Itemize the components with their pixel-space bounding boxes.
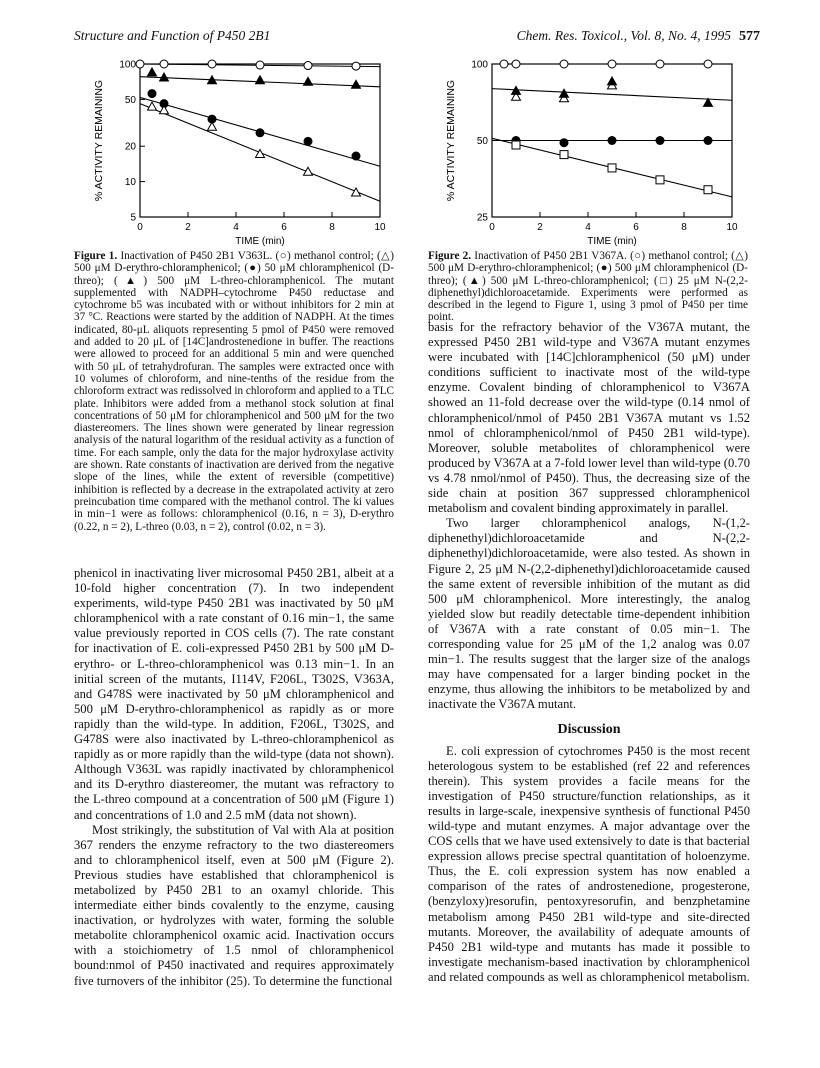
journal-name: Chem. Res. Toxicol., Vol. 8, No. 4, 1995 [516, 28, 731, 43]
data-point [608, 60, 616, 68]
data-point [256, 76, 265, 84]
data-point [512, 60, 520, 68]
data-point [608, 137, 616, 145]
figure-1-caption-text: Inactivation of P450 2B1 V363L. (○) methanol control; (△) 500 μM D-erythro-chloramphenicol; (●) 50 μM chloramphenicol (D-threo); (▲) 500 μM L-threo-chloramphenicol. The mutant supplemented with NADPH–cytochrome P450 reductase and cytochrome b5 was incubated with or without inhibitors for 2 min at 37 °C. Reactions were started by the addition of NADPH. At the times indicated, 80-μL aliquots representing 5 pmol of P450 were removed and added to 20 μL of [14C]androstenedione in buffer. The reactions were allowed to proceed for an additional 5 min and were quenched with 50 μL of tetrahydrofuran. The samples were extracted once with 10 volumes of chloroform, and nine-tenths of the residue from the chloroform extract was redissolved in chloroform and applied to a TLC plate. Inhibitors were added from a methanol stock solution at final concentrations of 50 μM for chloramphenicol and 500 μM for the two diastereomers. The lines shown were generated by linear regression analysis of the natural logarithm of the residual activity as a function of time. For each sample, only the data for the major hydroxylase activity are shown. Rate constants of inactivation are derived from the negative slope of the lines, while the extent of reversible (competitive) inhibition is reflected by a decrease in the extrapolated activity at zero preincubation time compared with the methanol control. The ki values in min−1 were as follows: chloramphenicol (0.16, n = 3), D-erythro (0.22, n = 2), L-threo (0.03, n = 2), control (0.02, n = 3). [74, 250, 394, 533]
right-column-text [428, 320, 750, 985]
data-point [608, 77, 617, 85]
data-point [560, 60, 568, 68]
x-axis-label: TIME (min) [587, 236, 637, 247]
data-point [560, 139, 568, 147]
x-tick-label: 10 [374, 222, 386, 233]
x-tick-label: 8 [329, 222, 335, 233]
data-point [704, 137, 712, 145]
data-point [560, 151, 568, 159]
paragraph: phenicol in inactivating liver microsomal P450 2B1, albeit at a 10-fold higher concentration (7). In two independent experiments, wild-type P450 2B1 was inactivated by 50 μM chloramphenicol with a rate constant of 0.16 min−1, the same value previously reported in COS cells (7). The rate constant for inactivation of E. coli-expressed P450 2B1 by 500 μM D-erythro- or L-threo-chloramphenicol was 0.13 min−1. In an initial screen of the mutants, I114V, F206L, T302S, V363A, and G478S were inactivated by 50 μM chloramphenicol and 500 μM D-erythro-chloramphenicol as rapidly as or more rapidly than the wild-type. In addition, F206L, T302S, and G478S were also inactivated by L-threo-chloramphenicol as rapidly as or more rapidly than the wild-type (data not shown). Although V363L was rapidly inactivated by chloramphenicol and its D-erythro diastereomer, the mutant was refractory to the L-threo compound at a concentration of 500 μM (Figure 1) and concentrations of 1.0 and 2.5 mM (data not shown). [74, 566, 394, 822]
page-number: 577 [739, 29, 760, 44]
figure-2-caption-text: Inactivation of P450 2B1 V367A. (○) methanol control; (△) 500 μM D-erythro-chloramphenicol; (●) 500 μM chloramphenicol (D-threo); (▲) 500 μM L-threo-chloramphenicol; (□) 25 μM N-(2,2-diphenethyl)dichloroacetamide. Experiments were performed as described in the legend to Figure 1, using 3 pmol of P450 per time point. [428, 250, 748, 324]
figure-1-caption [74, 250, 394, 533]
x-tick-label: 2 [185, 222, 191, 233]
data-point [304, 77, 313, 85]
y-tick-label: 100 [119, 59, 136, 71]
data-point [704, 60, 712, 68]
data-point [352, 152, 360, 160]
x-tick-label: 6 [633, 222, 639, 233]
figure-2-label: Figure 2. [428, 250, 472, 262]
paragraph: basis for the refractory behavior of the V367A mutant, the expressed P450 2B1 wild-type and V367A mutant enzymes were incubated with [14C]chloramphenicol (50 μM) under conditions sufficient to inactivate most of the wild-type enzyme. Covalent binding of chloramphenicol to V367A showed an 11-fold decrease over the wild-type (0.14 nmol of chloramphenicol/nmol of P450 2B1 V367A mutant vs 1.52 nmol of chloramphenicol/nmol of P450 2B1 wild-type). Moreover, soluble metabolites of chloramphenicol were produced by V367A at a 7-fold lower level than wild-type (0.70 vs 4.78 nmol/nmol of P450). Thus, the decreasing size of the side chain at position 367 suppressed chloramphenicol metabolism and covalent binding approximately in parallel. [428, 320, 750, 516]
data-point [352, 188, 361, 196]
x-tick-label: 8 [681, 222, 687, 233]
y-tick-label: 50 [476, 136, 488, 147]
y-axis-label: % ACTIVITY REMAINING [445, 79, 457, 202]
paragraph: Most strikingly, the substitution of Val with Ala at position 367 renders the enzyme refractory to the two diastereomers and to chloramphenicol itself, even at 500 μM (Figure 2). Previous studies have established that chloramphenicol is metabolized by P450 2B1 to an oxamyl chloride. This intermediate either binds covalently to the enzyme, causing inactivation, or hydrolyzes with water, forming the soluble metabolite chloramphenicol oxamic acid. Inactivation occurs with a stoichiometry of 1.5 nmol of chloramphenicol bound:nmol of P450 inactivated and requires approximately five turnovers of the inhibitor (25). To determine the functional [74, 822, 394, 988]
y-tick-label: 25 [476, 212, 488, 224]
regression-line [492, 89, 732, 101]
data-point [656, 176, 664, 184]
data-point [256, 129, 264, 137]
data-point [352, 62, 360, 70]
data-point [160, 106, 169, 114]
data-point [352, 80, 361, 88]
data-point [208, 60, 216, 68]
plot-frame [140, 64, 380, 217]
x-axis-label: TIME (min) [235, 236, 285, 247]
data-point [136, 60, 144, 68]
y-axis-label: % ACTIVITY REMAINING [93, 79, 105, 202]
data-point [160, 60, 168, 68]
figure-2-chart [432, 52, 752, 247]
data-point [656, 60, 664, 68]
data-point [704, 186, 712, 194]
running-title: Structure and Function of P450 2B1 [74, 28, 271, 43]
data-point [208, 122, 217, 130]
data-point [500, 60, 508, 68]
data-point [304, 137, 312, 145]
data-point [160, 73, 169, 81]
data-point [608, 164, 616, 172]
data-point [148, 68, 157, 76]
figure-2-caption [428, 250, 748, 324]
y-tick-label: 20 [124, 141, 136, 153]
discussion-heading: Discussion [557, 722, 621, 738]
data-point [304, 62, 312, 70]
paragraph: Two larger chloramphenicol analogs, N-(1,2-diphenethyl)dichloroacetamide and N-(2,2-diphenethyl)dichloroacetamide, were also tested. As shown in Figure 2, 25 μM N-(2,2-diphenethyl)dichloroacetamide caused the same extent of reversible inhibition of the mutant as did 500 μM chloramphenicol. More interestingly, the analog yielded slow but readily detectable time-dependent inhibition of V367A with a rate constant of 0.05 min−1. The corresponding value for 25 μM of the 1,2 analog was 0.07 min−1. The results suggest that the larger size of the analogs may have compensated for a larger binding pocket in the enzyme, thus allowing the inhibitors to be metabolized by and inactivate the V367A mutant. [428, 516, 750, 712]
journal-citation [517, 28, 760, 45]
y-tick-label: 100 [471, 59, 488, 71]
y-tick-label: 10 [124, 177, 136, 189]
x-tick-label: 0 [489, 222, 495, 233]
x-tick-label: 4 [233, 222, 239, 233]
data-point [560, 89, 569, 97]
data-point [148, 90, 156, 98]
figure-1-label: Figure 1. [74, 250, 118, 262]
figure-1-chart [80, 52, 400, 247]
data-point [656, 137, 664, 145]
x-tick-label: 6 [281, 222, 287, 233]
x-tick-label: 0 [137, 222, 143, 233]
x-tick-label: 10 [726, 222, 738, 233]
data-point [256, 61, 264, 69]
x-tick-label: 4 [585, 222, 591, 233]
paragraph: E. coli expression of cytochromes P450 is the most recent heterologous system to be established (ref 22 and references therein). This system provides a facile means for the investigation of P450 structure/function relationships, as it results in large-scale, inexpensive synthesis of functional P450 wild-type and mutant enzymes. A major advantage over the COS cells that we have used extensively to date is that bacterial expression allows precise spectral quantitation of holoenzyme. Thus, the E. coli expression system has now enabled a comparison of the rates of androstenedione, progesterone, (benzyloxy)resorufin, pentoxyresorufin, and benzphetamine metabolism among P450 2B1 wild-type and site-directed mutants. Moreover, the availability of adequate amounts of P450 2B1 wild-type and mutants has made it possible to investigate mechanism-based inactivation by chloramphenicol and related compounds as well as chloramphenicol metabolism. [428, 743, 750, 984]
y-tick-label: 50 [124, 94, 136, 106]
data-point [512, 141, 520, 149]
left-column-text [74, 566, 394, 989]
x-tick-label: 2 [537, 222, 543, 233]
y-tick-label: 5 [130, 212, 136, 224]
data-point [148, 102, 157, 110]
